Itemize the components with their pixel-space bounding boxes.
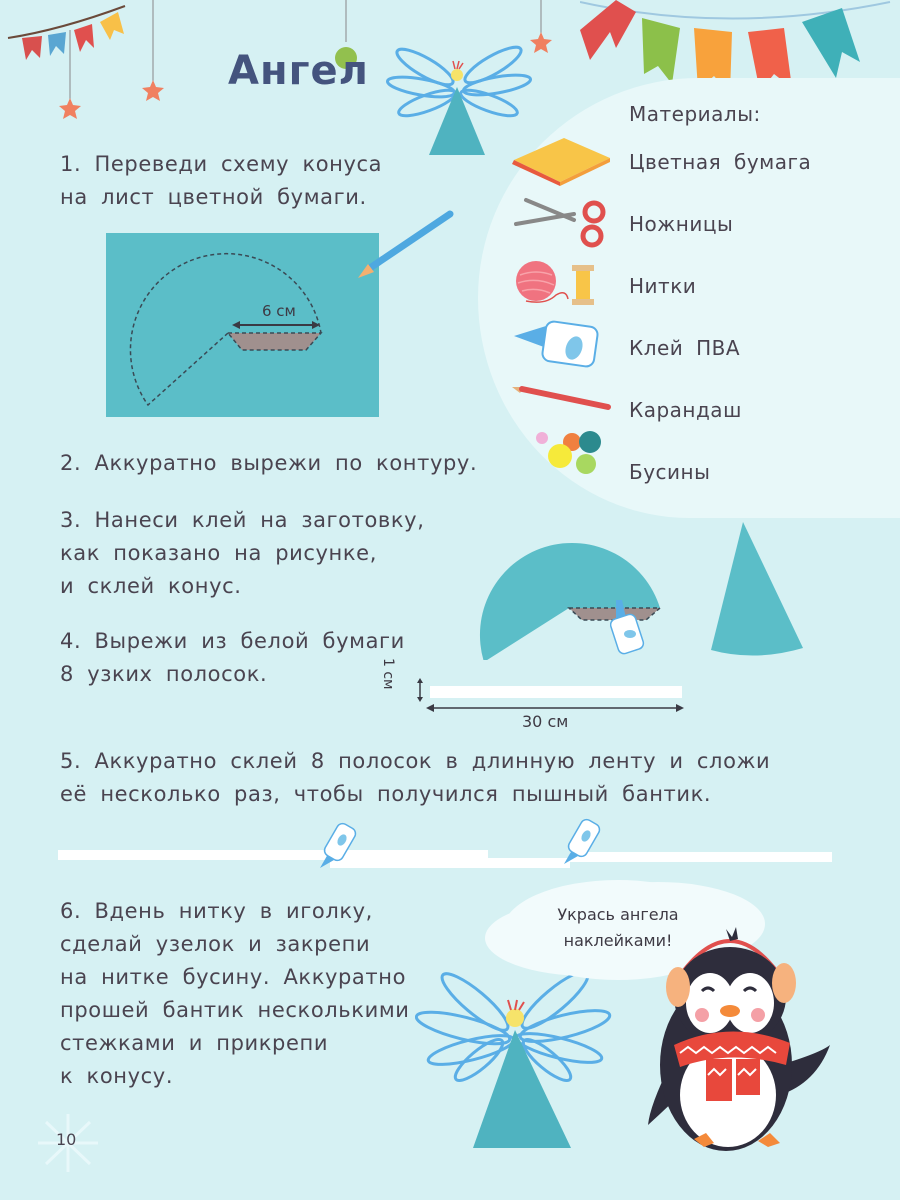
step-4-line-2: 8 узких полосок. (60, 662, 268, 686)
penguin-mascot-icon (640, 915, 860, 1155)
strip-length-label: 30 см (522, 712, 569, 731)
paper-strip-diagram (410, 676, 700, 716)
strip-width-label: 1 см (380, 658, 396, 690)
step-5 (60, 745, 770, 811)
cone-template-outline (106, 233, 379, 417)
angel-illustration-bottom (415, 960, 615, 1150)
step-6-line-2: сделай узелок и закрепи (60, 932, 371, 956)
speech-bubble-line-1: Укрась ангела (557, 905, 679, 924)
dimension-6cm-label: 6 см (262, 302, 296, 320)
material-pencil: Карандаш (629, 398, 742, 422)
step-4 (60, 625, 405, 691)
step-6-line-3: на нитке бусину. Аккуратно (60, 965, 407, 989)
step-1 (60, 148, 382, 214)
scissors-icon (512, 196, 612, 250)
glue-bottle-applying-icon (610, 600, 660, 660)
glue-bottle-strip-2-icon (560, 814, 610, 868)
colored-paper-icon (510, 138, 610, 188)
glue-bottle-icon (512, 320, 612, 376)
blue-pencil-icon (350, 208, 460, 288)
page-number: 10 (56, 1130, 77, 1149)
material-threads: Нитки (629, 274, 697, 298)
finished-cone (705, 512, 805, 662)
material-beads: Бусины (629, 460, 711, 484)
material-colored-paper: Цветная бумага (629, 150, 812, 174)
beads-icon (534, 428, 614, 478)
step-2-line-1: 2. Аккуратно вырежи по контуру. (60, 451, 478, 475)
glued-strip-part-2 (330, 858, 570, 868)
step-6-line-1: 6. Вдень нитку в иголку, (60, 899, 373, 923)
page-title: Ангел (228, 48, 369, 94)
step-1-line-2: на лист цветной бумаги. (60, 185, 367, 209)
step-4-line-1: 4. Вырежи из белой бумаги (60, 629, 405, 653)
step-3-line-2: как показано на рисунке, (60, 541, 377, 565)
step-3-line-1: 3. Нанеси клей на заготовку, (60, 508, 425, 532)
material-pva-glue: Клей ПВА (629, 336, 741, 360)
step-5-line-1: 5. Аккуратно склей 8 полосок в длинную ленту и сложи (60, 749, 771, 773)
glue-bottle-strip-1-icon (316, 818, 366, 872)
step-2 (60, 447, 477, 480)
thread-yarn-icon (512, 255, 612, 311)
pencil-icon (510, 383, 614, 415)
step-6-line-6: к конусу. (60, 1064, 174, 1088)
step-6-line-5: стежками и прикрепи (60, 1031, 329, 1055)
step-3-line-3: и склей конус. (60, 574, 242, 598)
step-6-line-4: прошей бантик несколькими (60, 998, 410, 1022)
speech-bubble-line-2: наклейками! (563, 931, 673, 950)
hanging-stars-icon (55, 0, 165, 120)
step-6 (60, 895, 410, 1093)
material-scissors: Ножницы (629, 212, 734, 236)
step-1-line-1: 1. Переведи схему конуса (60, 152, 383, 176)
step-3 (60, 504, 424, 603)
step-5-line-2: её несколько раз, чтобы получился пышный бантик. (60, 782, 712, 806)
materials-heading: Материалы: (629, 102, 761, 126)
